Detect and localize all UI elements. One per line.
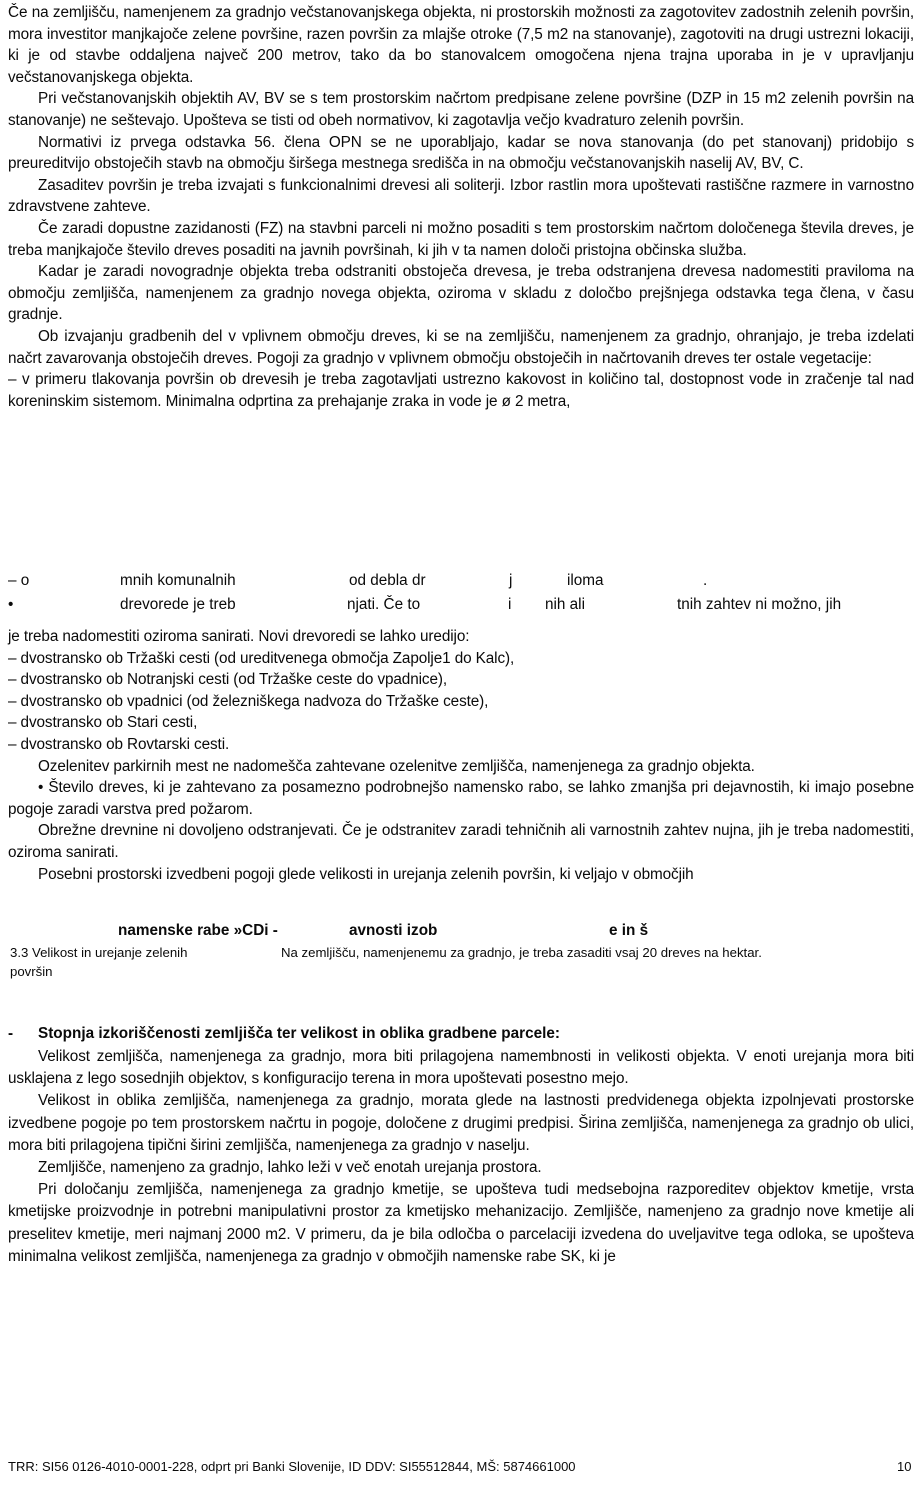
list-item: – dvostransko ob vpadnici (od železniškega nadvoza do Tržaške ceste), [8,692,489,710]
section-heading: Stopnja izkoriščenosti zemljišča ter velikost in oblika gradbene parcele: [38,1025,560,1042]
paragraph: Če zaradi dopustne zazidanosti (FZ) na stavbni parceli ni možno posaditi s tem prostorskim načrtom določenega števila dreves, je treba manjkajoče število dreves posaditi na javnih površinah, ki jih v ta namen določi pristojna občinska služba. [8,219,914,259]
paragraph: Posebni prostorski izvedbeni pogoji glede velikosti in urejanja zelenih površin, ki veljajo v območjih [38,865,694,883]
footer-bank-info: TRR: SI56 0126-4010-0001-228, odprt pri Banki Slovenije, ID DDV: SI55512844, MŠ: 5874661000 [8,1459,576,1474]
fragment-text: od debla dr [349,572,426,589]
fragment-text: – o [8,572,30,589]
fragment-text: nih ali [545,596,585,613]
paragraph: Velikost in oblika zemljišča, namenjenega za gradnjo, morata glede na lastnosti predvidenega objekta izpolnjevati prostorske izvedbene pogoje po tem prostorskem načrtu in pogoje, določene z drugimi predpisi. Širina zemljišča, namenjenega za gradnjo ob ulici, mora biti prilagojena tipični širini zemljišča, namenjenega za gradnjo v naselju. [8,1092,914,1154]
top-text-block [8,2,914,412]
middle-text-block [8,626,914,885]
fragment-text: . [703,572,708,589]
table-row-label: 3.3 Velikost in urejanje zelenih površin [10,945,188,979]
fragment-text: iloma [567,572,604,589]
fragment-text: njati. Če to [347,596,421,613]
paragraph: • Število dreves, ki je zahtevano za posamezno podrobnejšo namensko rabo, se lahko zmanjša pri dejavnostih, ki imajo posebne pogoje zaradi varstva pred požarom. [8,779,914,818]
fragment-text: drevorede je treb [120,596,236,613]
fragment-text: e in š [609,922,649,939]
fragment-text: avnosti izob [349,922,438,939]
text-line: je treba nadomestiti oziroma sanirati. Novi drevoredi se lahko uredijo: [8,628,470,645]
fragment-text: • [8,596,14,613]
list-item: – dvostransko ob Notranjski cesti (od Tržaške ceste do vpadnice), [8,671,448,689]
paragraph: Kadar je zaradi novogradnje objekta treba odstraniti obstoječa drevesa, je treba odstranjena drevesa nadomestiti praviloma na območju zemljišča, namenjenem za gradnjo novega objekta, oziroma v skladu z določbo prejšnjega odstavka tega člena, v času gradnje. [8,263,914,324]
paragraph: Pri določanju zemljišča, namenjenega za gradnjo kmetije, se upošteva tudi medsebojna razporeditev objektov kmetije, vrsta kmetijske proizvodnje in potrebni manipulativni prostor za kmetijsko mehanizacijo. Zemljišče, namenjeno za gradnjo nove kmetije ali preselitev kmetije, meri najmanj 2000 m2. V primeru, da je bila odločba o parcelaciji izvedena do uveljavitve tega odloka, se upošteva minimalna velikost zemljišča, namenjenega za gradnjo v območjih namenske rabe SK, ki je [8,1181,914,1265]
paragraph: Velikost zemljišča, namenjenega za gradnjo, mora biti prilagojena namembnosti in velikosti objekta. V enoti urejanja mora biti usklajena z lego sosednjih objektov, s konfiguracijo terena in mora upoštevati posestno mejo. [8,1048,914,1088]
fragment-text: i [508,596,512,613]
fragment-text: tnih zahtev ni možno, jih [677,596,842,613]
fragment-text: mnih komunalnih [120,572,236,589]
page-number: 10 [897,1459,912,1474]
paragraph: Če na zemljišču, namenjenem za gradnjo večstanovanjskega objekta, ni prostorskih možnosti za zagotovitev zadostnih zelenih površin, mora investitor manjkajoče zelene površine, razen površin za mlajše otroke (7,5 m2 na stanovanje), zagotoviti na drugi ustrezni lokaciji, ki je od stavbe oddaljena največ 200 metrov, tako da bo stanovalcem omogočena njena trajna uporaba in je v upravljanju večstanovanjskega objekta. [8,4,914,86]
paragraph: Ozelenitev parkirnih mest ne nadomešča zahtevane ozelenitve zemljišča, namenjenega za gradnjo objekta. [38,757,755,775]
paragraph: Pri večstanovanjskih objektih AV, BV se s tem prostorskim načrtom predpisane zelene površine (DZP in 15 m2 zelenih površin na stanovanje) ne seštevajo. Upošteva se tisti od obeh normativov, ki zagotavlja večjo kvadraturo zelenih površin. [8,90,914,129]
list-item: – dvostransko ob Stari cesti, [8,714,198,732]
paragraph: – v primeru tlakovanja površin ob drevesih je treba zagotavljati ustrezno kakovost in količino tal, dostopnost vode in zračenje tal nad koreninskim sistemom. Minimalna odprtina za prehajanje zraka in vode je ø 2 metra, [8,371,914,410]
paragraph: Zasaditev površin je treba izvajati s funkcionalnimi drevesi ali soliterji. Izbor rastlin mora upoštevati rastiščne razmere in varnostno zdravstvene zahteve. [8,176,914,216]
fragment-text: j [509,572,513,589]
paragraph: Obrežne drevnine ni dovoljeno odstranjevati. Če je odstranitev zaradi tehničnih ali varnostnih zahtev nujna, jih je treba nadomestiti, oziroma sanirati. [8,822,914,861]
paragraph: Zemljišče, namenjeno za gradnjo, lahko leži v več enotah urejanja prostora. [38,1159,542,1177]
paragraph: Ob izvajanju gradbenih del v vplivnem območju dreves, ki se na zemljišču, namenjenem za gradnjo, ohranjajo, je treba izdelati načrt zavarovanja obstoječih dreves. Pogoji za gradnjo v vplivnem območju obstoječih in načrtovanih dreves ter ostale vegetacije: [8,327,914,367]
paragraph: Normativi iz prvega odstavka 56. člena OPN se ne uporabljajo, kadar se nova stanovanja (do pet stanovanj) pridobijo s preureditvijo obstoječih stavb na območju širšega mestnega središča in na območju večstanovanjskih naselij AV, BV, C. [8,133,914,173]
fragment-text: namenske rabe »CDi - [118,922,278,939]
bottom-text-block [8,1046,914,1268]
list-item: – dvostransko ob Tržaški cesti (od ureditvenega območja Zapolje1 do Kalc), [8,649,515,667]
table-row-text: Na zemljišču, namenjenemu za gradnjo, je treba zasaditi vsaj 20 dreves na hektar. [281,945,762,960]
section-dash: - [8,1025,14,1042]
list-item: – dvostransko ob Rovtarski cesti. [8,735,230,753]
